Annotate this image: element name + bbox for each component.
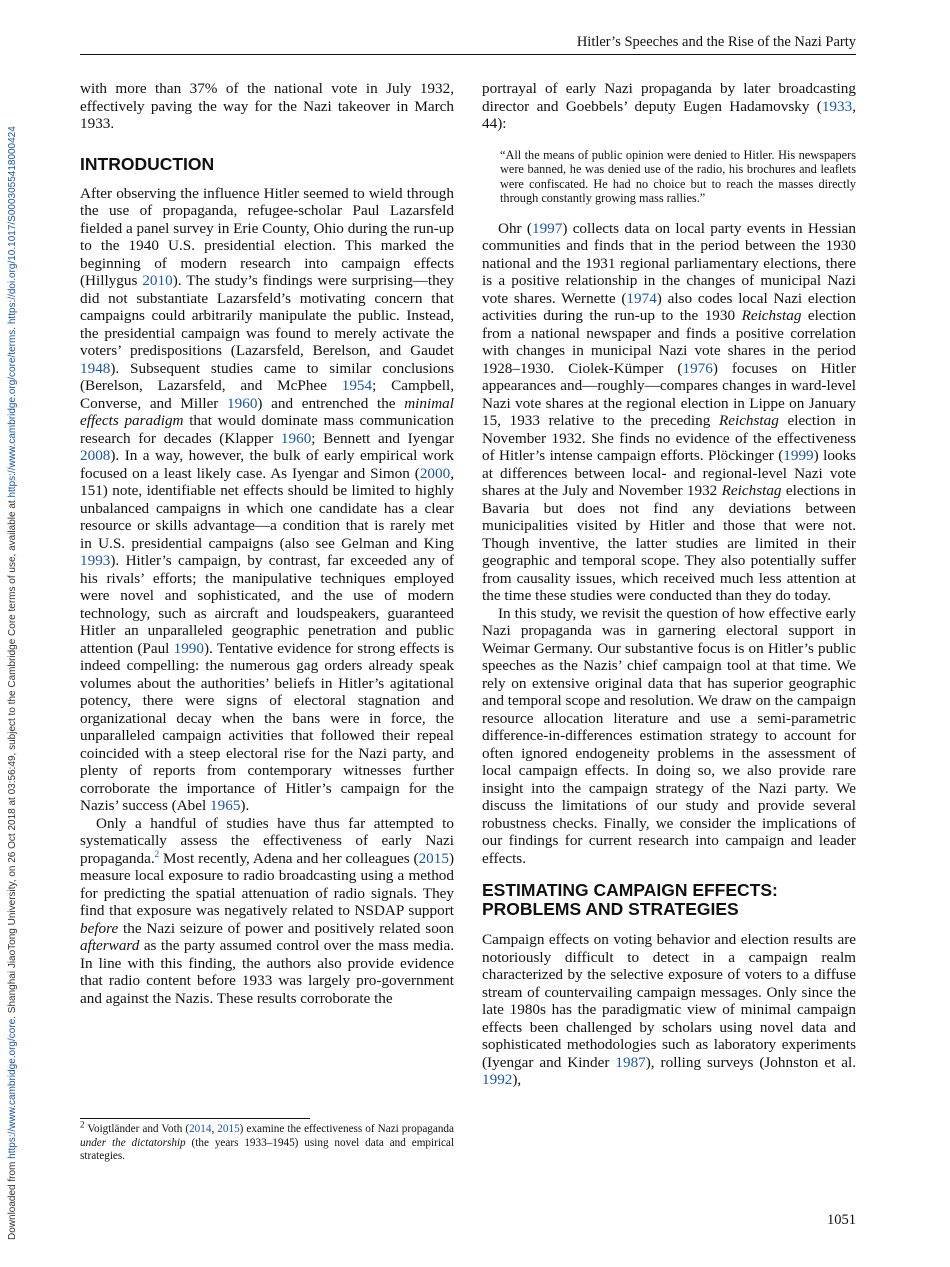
download-notice-text: . — [7, 324, 18, 330]
opening-paragraph: with more than 37% of the national vote in July 1932, effectively paving the way for the Nazi takeover in March 1933. — [80, 80, 454, 132]
left-column — [80, 80, 454, 1007]
section-heading — [482, 881, 856, 919]
citation-link[interactable]: 1948 — [80, 359, 111, 377]
citation-link[interactable]: 1999 — [783, 447, 814, 465]
citation-link[interactable]: 2015 — [217, 1123, 240, 1135]
terms-link[interactable]: https://www.cambridge.org/core/terms — [7, 329, 18, 498]
block-quote: “All the means of public opinion were denied to Hitler. His newspapers were banned, he was denied use of the radio, his brochures and leaflets were confiscated. He had no choice but to reach the masses directly through constantly growing mass rallies.” — [500, 147, 856, 206]
citation-link[interactable]: 2000 — [419, 464, 451, 482]
section-heading-line: PROBLEMS AND STRATEGIES — [482, 899, 739, 920]
citation-link[interactable]: 1993 — [80, 552, 111, 569]
citation-link[interactable]: 1954 — [341, 377, 373, 394]
right-opening-paragraph: portrayal of early Nazi propaganda by later broadcasting director and Goebbels’ deputy Eugen Hadamovsky (1933, 44): — [482, 80, 856, 132]
citation-link[interactable]: 2010 — [142, 272, 173, 289]
footnote-number: 2 — [80, 1119, 85, 1130]
citation-link[interactable]: 1960 — [227, 394, 258, 412]
footnote: $^2$ Voigtländer and Voth (2014, 2015) examine the effectiveness of Nazi propaganda under the dictatorship (the years 1933–1945) using novel data and empirical strategies. — [80, 1119, 454, 1162]
page-number: 1051 — [827, 1212, 856, 1228]
citation-link[interactable]: 1933 — [821, 97, 853, 115]
literature-paragraph: Ohr (1997) collects data on local party events in Hessian communities and finds that in the period between the 1930 national and the 1931 regional parliamentary elections, there is a positive relationship in the changes of municipal Nazi vote shares. Wernette (1974) also codes local Nazi election activities during the run-up to the 1930 Reichstag election from a national newspaper and finds a positive correlation with changes in municipal Nazi vote shares in the period 1928–1930. Ciolek-Kümper (1976) focuses on Hitler appearances and—roughly—compares changes in ward-level Nazi vote shares at the regional election in Lippe on January 15, 1933 relative to the preceding Reichstag election in November 1932. She finds no evidence of the effectiveness of Hitler’s intense campaign efforts. Plöckinger (1999) looks at differences between local- and regional-level Nazi vote shares at the July and November 1932 Reichstag elections in Bavaria but does not find any deviations between municipalities visited by Hitler and those that were not. Though inventive, the latter studies are limited in their geographic and temporal scope. They also potentially suffer from causality issues, which received much less attention at the time these studies were conducted than they do today. — [482, 219, 857, 605]
citation-link[interactable]: 2014 — [189, 1123, 212, 1135]
study-overview-paragraph: In this study, we revisit the question of how effective early Nazi propaganda was in garnering electoral support in Weimar Germany. Our substantive focus is on Hitler’s public speeches as the Nazis’ chief campaign tool at that time. We rely on extensive original data that has superior geographic and temporal scope and resolution. We draw on the campaign resource allocation literature and use a semi-parametric difference-in-differences estimation strategy to account for often ignored endogeneity problems in the assessment of local campaign effects. In doing so, we also provide rare insight into the campaign strategy of the Nazi party. We discuss the limitations of our study and provide several robustness checks. Finally, we consider the implications of our findings for current research into campaign and leader effects. — [482, 604, 856, 867]
intro-paragraph-1: After observing the influence Hitler seemed to wield through the use of propaganda, refugee-scholar Paul Lazarsfeld fielded a panel survey in Erie County, Ohio during the run-up to the 1940 U.S. presidential election. This marked the beginning of modern research into campaign effects (Hillygus 2010). The study’s findings were surprising—they did not substantiate Lazarsfeld’s motivating concern that campaigns could arbitrarily manipulate the public. Instead, the presidential campaign was found to merely activate the voters’ predispositions (Lazarsfeld, Berelson, and Gaudet 1948). Subsequent studies came to similar conclusions (Berelson, Lazarsfeld, and McPhee 1954; Campbell, Converse, and Miller 1960) and entrenched the minimal effects paradigm that would dominate mass communication research for decades (Klapper 1960; Bennett and Iyengar 2008). In a way, however, the bulk of early empirical work focused on a least likely case. As Iyengar and Simon (2000, 151) note, identifiable net effects should be limited to highly unbalanced campaigns in which one candidate has a clear resource or skills advantage—a condition that is rarely met in U.S. presidential campaigns (also see Gelman and King 1993). Hitler’s campaign, by contrast, far exceeded any of his rivals’ efforts; the manipulative techniques employed were novel and sophisticated, and the use of modern technology, such as aircraft and loudspeakers, guaranteed Hitler an unparalleled geographic penetration and public attention (Paul 1990). Tentative evidence for strong effects is indeed compelling: the numerous gag orders already speak volumes about the authorities’ beliefs in Hitler’s agitational potency, there were signs of electoral stagnation and organizational decay when the bans were in force, the unparalleled campaign activities that followed their repeal coincided with a steep electoral rise for the Nazi party, and plenty of reports from contemporary witnesses further corroborate the importance of Hitler’s campaign for the Nazis’ success (Abel 1965). — [80, 184, 455, 814]
citation-link[interactable]: 1990 — [173, 639, 204, 657]
introduction-heading: INTRODUCTION — [80, 153, 215, 174]
running-head: Hitler’s Speeches and the Rise of the Nazi Party — [576, 34, 856, 50]
cambridge-core-link[interactable]: https://www.cambridge.org/core — [7, 1018, 18, 1159]
section-heading-line: ESTIMATING CAMPAIGN EFFECTS: — [482, 880, 778, 901]
citation-link[interactable]: 1997 — [531, 219, 563, 237]
footnote-rule — [80, 1118, 310, 1119]
citation-link[interactable]: 1992 — [482, 1071, 513, 1089]
footnote-marker[interactable]: 2 — [154, 848, 160, 859]
citation-link[interactable]: 1987 — [615, 1053, 646, 1071]
campaign-effects-paragraph: Campaign effects on voting behavior and election results are notoriously difficult to detect in a campaign realm characterized by the selective exposure of voters to a diffuse stream of countervailing campaign messages. Only since the late 1980s has the paradigmatic view of minimal campaign effects been challenged by scholars using novel data and sophisticated methodologies such as laboratory experiments (Iyengar and Kinder 1987), rolling surveys (Johnston et al. 1992), — [482, 931, 856, 1089]
download-notice — [6, 100, 20, 1240]
right-column — [482, 80, 856, 1089]
download-notice-text: Downloaded from — [7, 1158, 18, 1240]
header-rule — [80, 54, 856, 55]
citation-link[interactable]: 2015 — [418, 849, 449, 867]
citation-link[interactable]: 1965 — [210, 797, 241, 814]
citation-link[interactable]: 2008 — [80, 447, 111, 464]
intro-paragraph-2: Only a handful of studies have thus far attempted to systematically assess the effectiveness of early Nazi propaganda.$^2$ Most recently, Adena and her colleagues (2015) measure local exposure to radio broadcasting using a method for predicting the spatial attenuation of radio signals. They find that exposure was negatively related to NSDAP support before the Nazi seizure of power and positively related soon afterward as the party assumed control over the mass media. In line with this finding, the authors also provide evidence that radio content before 1933 was largely pro-government and against the Nazis. These results corroborate the — [80, 814, 454, 1007]
download-notice-text: . Shanghai JiaoTong University, on 26 Oct 2018 at 03:56:49, subject to the Cambridge Core terms of use, available at — [7, 497, 18, 1019]
citation-link[interactable]: 1976 — [682, 359, 713, 377]
citation-link[interactable]: 1974 — [626, 289, 657, 307]
doi-link[interactable]: https://doi.org/10.1017/S0003055418000424 — [7, 126, 18, 325]
citation-link[interactable]: 1960 — [280, 429, 312, 447]
